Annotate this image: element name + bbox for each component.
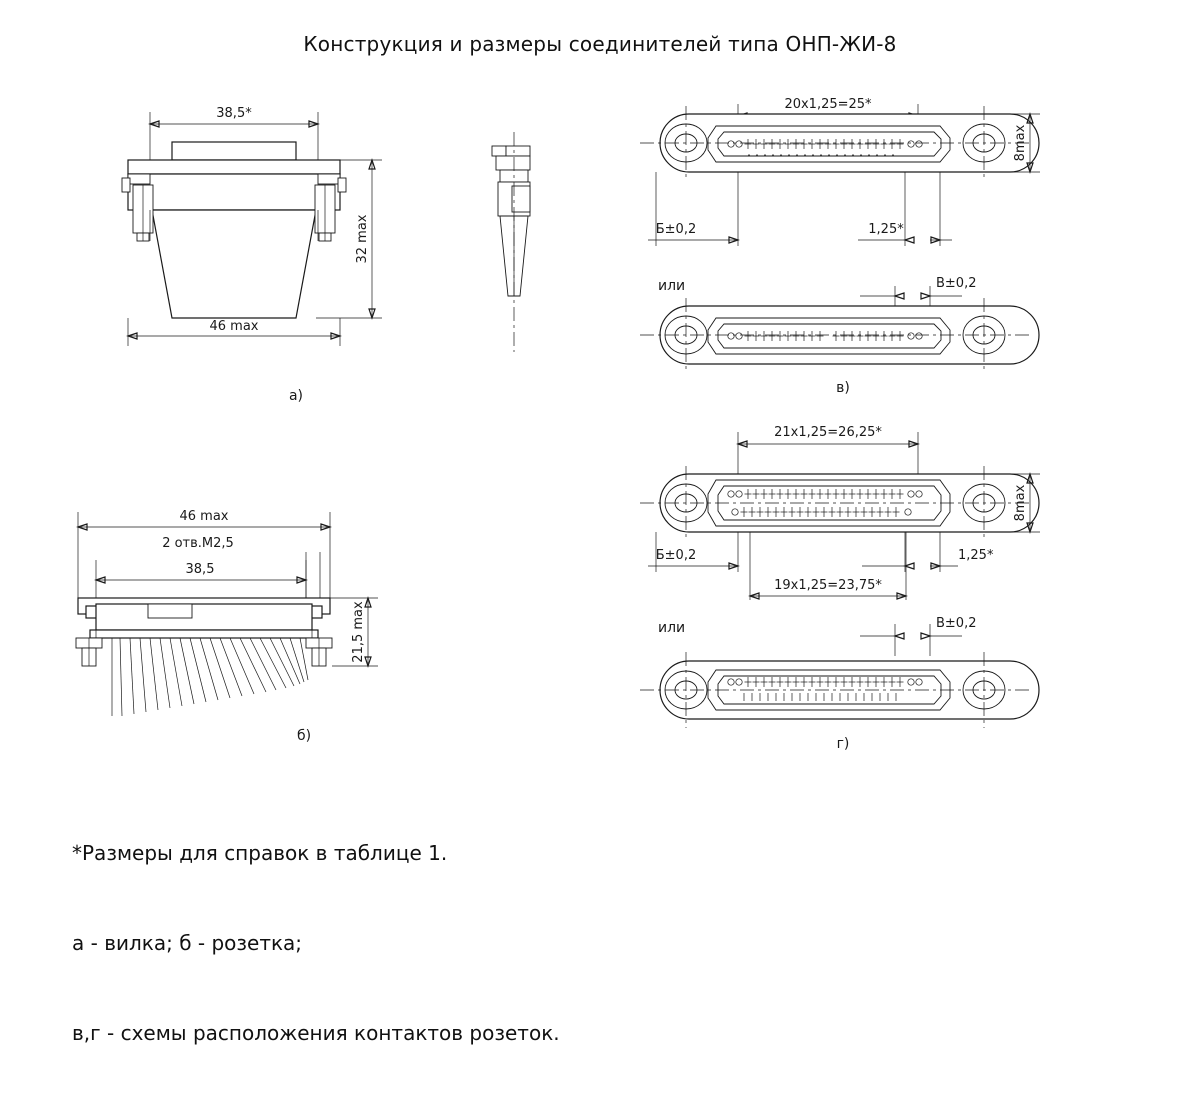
view-g-dim-step	[862, 532, 994, 572]
note-line-3: в,г - схемы расположения контактов розеток.	[72, 1021, 560, 1045]
view-v-dim-b	[648, 172, 738, 246]
view-b-dim-total-label: 46 max	[179, 509, 229, 524]
view-v-or-label: или	[658, 278, 686, 294]
view-g-caption: г)	[836, 736, 850, 752]
view-a-dim-height-label: 32 max	[355, 214, 370, 264]
view-g-dim-v	[860, 616, 977, 656]
view-b-dim-inner	[96, 560, 306, 600]
view-g-body-bottom	[640, 652, 1039, 728]
view-a-dim-top-label: 38,5*	[216, 106, 252, 121]
view-g-body-top	[640, 466, 1039, 540]
view-a-body	[122, 142, 346, 318]
page-title: Конструкция и размеры соединителей типа ОНП-ЖИ-8	[303, 32, 897, 56]
view-v-dim-step	[858, 172, 952, 246]
view-g-dim-pitch-top-label: 21x1,25=26,25*	[774, 425, 882, 440]
view-g-dim-height-label: 8max	[1013, 484, 1028, 522]
view-a-dim-bottom-label: 46 max	[209, 319, 259, 334]
view-v-dim-step-label: 1,25*	[868, 222, 904, 237]
view-g-dim-b-label: Б±0,2	[655, 548, 697, 563]
note-line-1: *Размеры для справок в таблице 1.	[72, 841, 448, 865]
view-b	[76, 509, 378, 744]
view-v-dim-b-label: Б±0,2	[655, 222, 697, 237]
note-line-2: а - вилка; б - розетка;	[72, 931, 303, 955]
view-a-dim-bottom	[128, 318, 340, 346]
view-a-caption: а)	[288, 388, 304, 404]
view-g-dim-b	[648, 532, 738, 572]
view-v-dim-v-label: В±0,2	[936, 276, 977, 291]
view-b-dim-inner-label: 38,5	[185, 562, 215, 577]
view-g-dim-step-label: 1,25*	[958, 548, 994, 563]
view-g	[640, 425, 1040, 752]
notes-block	[72, 778, 560, 1108]
view-v	[640, 97, 1040, 396]
view-g-or-label: или	[658, 620, 686, 636]
view-v-caption: в)	[836, 380, 850, 396]
view-b-dim-height-label: 21,5 max	[351, 601, 366, 663]
view-a-side	[492, 132, 530, 352]
view-b-dim-height	[330, 598, 378, 666]
view-v-dim-height-label: 8max	[1013, 124, 1028, 162]
view-g-dim-pitch-bottom-label: 19x1,25=23,75*	[774, 578, 882, 593]
view-v-dim-pitch-label: 20x1,25=25*	[784, 97, 872, 112]
view-b-holes-label: 2 отв.М2,5	[162, 536, 234, 551]
view-b-caption: б)	[296, 728, 312, 744]
view-g-dim-v-label: В±0,2	[936, 616, 977, 631]
view-b-body	[76, 598, 332, 716]
view-v-body-bottom	[640, 298, 1039, 372]
view-a	[122, 106, 382, 404]
view-b-dim-total	[78, 509, 330, 600]
view-v-body-top	[640, 106, 1039, 180]
